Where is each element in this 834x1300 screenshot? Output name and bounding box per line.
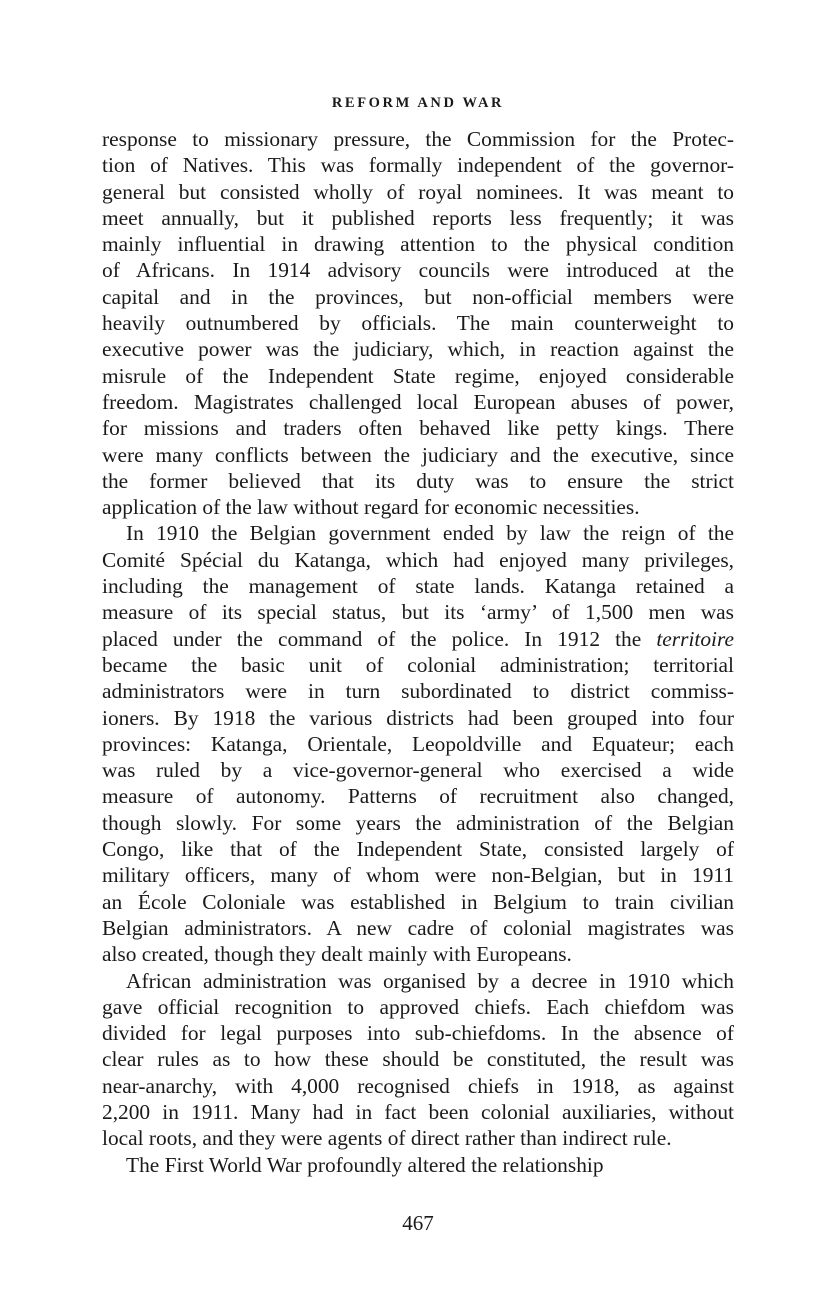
text-line: for missions and traders often behaved like petty kings. There (102, 416, 734, 441)
page-number: 467 (402, 1211, 434, 1235)
text-line: misrule of the Independent State regime, enjoyed considerable (102, 363, 734, 388)
text-line: heavily outnumbered by officials. The main counterweight to (102, 311, 734, 336)
text-line: of Africans. In 1914 advisory councils were introduced at the (102, 258, 734, 283)
text-line: response to missionary pressure, the Commission for the Protec- (102, 127, 734, 151)
text-line: near-anarchy, with 4,000 recognised chiefs in 1918, as against (102, 1073, 734, 1098)
text-line: an École Coloniale was established in Belgium to train civilian (102, 889, 734, 914)
text-line: Belgian administrators. A new cadre of colonial magistrates was (102, 915, 734, 940)
text-line: became the basic unit of colonial administration; territorial (102, 652, 734, 677)
text-line: clear rules as to how these should be constituted, the result was (102, 1047, 734, 1072)
book-page (102, 0, 734, 1300)
text-line: African administration was organised by a decree in 1910 which (126, 968, 734, 993)
text-line: administrators were in turn subordinated to district commiss- (102, 679, 734, 704)
body-text (102, 126, 734, 1178)
text-line: though slowly. For some years the administration of the Belgian (102, 810, 734, 835)
running-head: REFORM AND WAR (331, 95, 505, 111)
text-line: general but consisted wholly of royal nominees. It was meant to (102, 179, 734, 204)
text-line: Comité Spécial du Katanga, which had enjoyed many privileges, (102, 547, 734, 572)
text-line: measure of autonomy. Patterns of recruitment also changed, (102, 784, 734, 809)
text-line: military officers, many of whom were non-Belgian, but in 1911 (102, 863, 734, 888)
text-line: 2,200 in 1911. Many had in fact been colonial auxiliaries, without (102, 1099, 734, 1124)
text-line: application of the law without regard for economic necessities. (102, 495, 640, 520)
text-line: also created, though they dealt mainly with Europeans. (102, 942, 572, 967)
text-line: Congo, like that of the Independent State, consisted largely of (102, 837, 734, 862)
text-line: measure of its special status, but its ‘army’ of 1,500 men was (102, 600, 734, 625)
text-line: executive power was the judiciary, which, in reaction against the (102, 337, 734, 362)
text-line: were many conflicts between the judiciary and the executive, since (102, 442, 734, 467)
text-line: freedom. Magistrates challenged local European abuses of power, (102, 389, 734, 414)
text-line: was ruled by a vice-governor-general who exercised a wide (102, 758, 734, 783)
text-line: divided for legal purposes into sub-chiefdoms. In the absence of (102, 1021, 734, 1046)
text-line: placed under the command of the police. In 1912 the territoire (102, 626, 734, 651)
text-line: In 1910 the Belgian government ended by law the reign of the (126, 521, 734, 546)
text-line: local roots, and they were agents of direct rather than indirect rule. (102, 1126, 672, 1151)
text-line: The First World War profoundly altered the relationship (126, 1152, 604, 1177)
text-line: the former believed that its duty was to ensure the strict (102, 468, 734, 493)
text-line: gave official recognition to approved chiefs. Each chiefdom was (102, 994, 734, 1019)
text-line: ioners. By 1918 the various districts had been grouped into four (102, 705, 734, 730)
text-line: capital and in the provinces, but non-official members were (102, 284, 734, 309)
text-line: tion of Natives. This was formally independent of the governor- (102, 153, 734, 178)
text-line: including the management of state lands. Katanga retained a (102, 574, 734, 599)
text-line: mainly influential in drawing attention to the physical condition (102, 232, 734, 257)
italic-term: territoire (656, 626, 734, 651)
text-line: meet annually, but it published reports less frequently; it was (102, 205, 734, 230)
text-line: provinces: Katanga, Orientale, Leopoldville and Equateur; each (102, 731, 734, 756)
